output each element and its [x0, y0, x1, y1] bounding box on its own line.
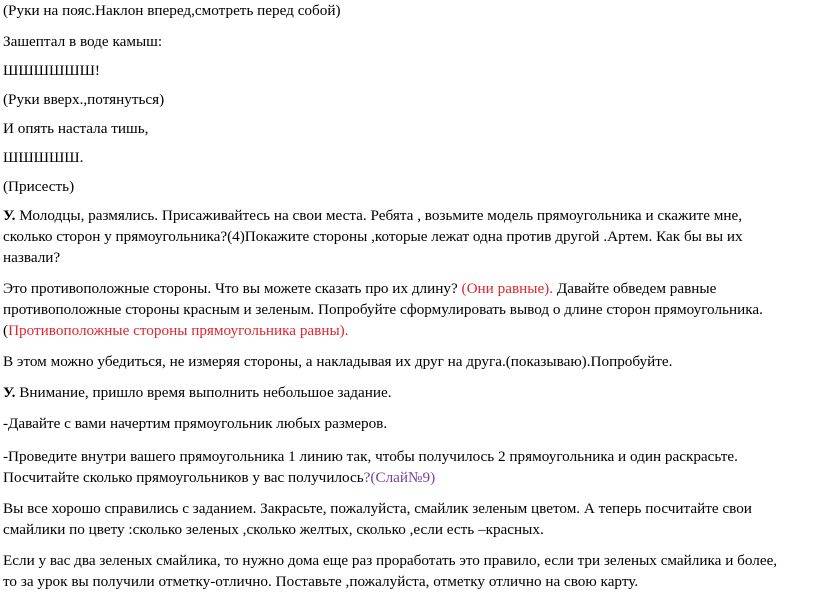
paragraph-text: Внимание, пришло время выполнить небольшое задание. — [15, 384, 392, 401]
paragraph-draw-line — [3, 446, 792, 488]
paragraph-text: Давайте обведем равные противоположные стороны красным и зеленым. Попробуйте сформулировать вывод о длине сторон прямоугольника.( — [3, 280, 763, 339]
paragraph-text: -Проведите внутри вашего прямоугольника 1 линию так, чтобы получилось 2 прямоугольника и один раскрасьте. Посчитайте сколько прямоугольников у вас получилось — [3, 448, 738, 486]
paragraph-teacher-rectangle — [3, 205, 792, 268]
paragraph-text: Это противоположные стороны. Что вы можете сказать про их длину? — [3, 280, 462, 297]
speaker-label: У. — [3, 207, 16, 224]
paragraph-grade: Если у вас два зеленых смайлика, то нужно дома еще раз проработать это правило, если три зеленых смайлика и более, то за урок вы получили отметку-отлично. Поставьте ,пожалуйста, отметку отлично на свою карту. — [3, 552, 778, 590]
line-sit-down: (Присесть) — [3, 178, 75, 195]
line-shh-1: ШШШШШШ! — [3, 62, 100, 79]
conclusion-text: Противоположные стороны прямоугольника равны). — [8, 322, 349, 339]
paragraph-task-attention — [3, 382, 792, 403]
speaker-label: У. — [3, 384, 16, 401]
line-reeds-whispered: Зашептал в воде камыш: — [3, 33, 163, 50]
answer-equal: (Они равные). — [461, 280, 554, 297]
paragraph-opposite-sides — [3, 278, 792, 341]
line-hands-on-waist: (Руки на пояс.Наклон вперед,смотреть перед собой) — [3, 2, 341, 19]
line-shh-2: ШШШШШ. — [3, 149, 84, 166]
paragraph-draw-rectangle: -Давайте с вами начертим прямоугольник любых размеров. — [3, 415, 388, 432]
line-silence-again: И опять настала тишь, — [3, 120, 149, 137]
slide-reference: ?(Слай№9) — [363, 469, 436, 486]
paragraph-text: Молодцы, размялись. Присаживайтесь на свои места. Ребята , возьмите модель прямоугольника и скажите мне, сколько сторон у прямоугольника?(4)Покажите стороны ,которые лежат одна против другой .Артем. Как бы вы их назвали? — [3, 207, 743, 266]
line-hands-up: (Руки вверх.,потянуться) — [3, 91, 165, 108]
paragraph-smileys: Вы все хорошо справились с заданием. Закрасьте, пожалуйста, смайлик зеленым цветом. А теперь посчитайте свои смайлики по цвету :сколько зеленых ,сколько желтых, сколько ,если есть –красных. — [3, 500, 752, 538]
paragraph-overlay-check: В этом можно убедиться, не измеряя стороны, а накладывая их друг на друга.(показываю).Попробуйте. — [3, 353, 673, 370]
